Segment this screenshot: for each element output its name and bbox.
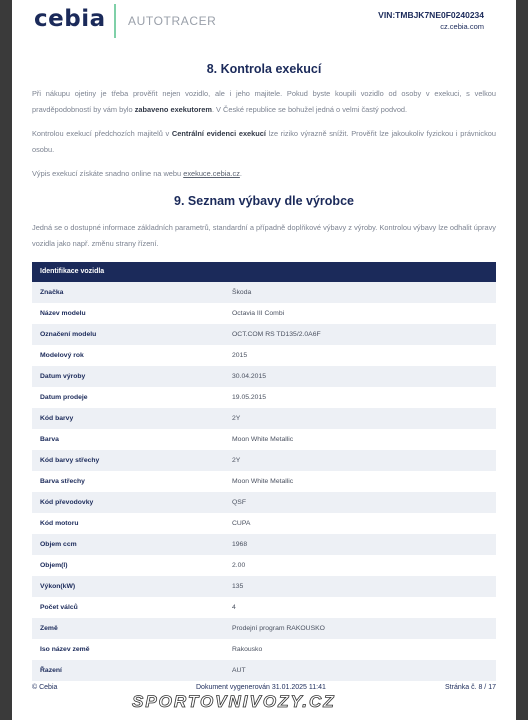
table-row (32, 471, 496, 492)
row-label: Modelový rok (40, 352, 84, 359)
row-value: 135 (232, 583, 244, 590)
row-label: Barva střechy (40, 478, 85, 485)
table-row (32, 303, 496, 324)
row-label: Výkon(kW) (40, 583, 76, 590)
autotracer-logo: AUTOTRACER (128, 14, 217, 28)
table-row (32, 282, 496, 303)
row-label: Kód barvy (40, 415, 74, 422)
row-label: Počet válců (40, 604, 78, 611)
row-value: 2Y (232, 457, 241, 464)
row-label: Kód barvy střechy (40, 457, 100, 464)
table-row (32, 555, 496, 576)
section-8-paragraph-3 (32, 166, 496, 182)
row-label: Název modelu (40, 310, 86, 317)
row-value: Prodejní program RAKOUSKO (232, 625, 325, 632)
site-url: cz.cebia.com (440, 22, 484, 31)
section-8-paragraph-2 (32, 126, 496, 158)
row-label: Objem ccm (40, 541, 77, 548)
watermark: SPORTOVNIVOZY.CZ (132, 692, 336, 711)
row-value: Octavia III Combi (232, 310, 285, 317)
row-value: Škoda (232, 289, 252, 296)
row-label: Iso název země (40, 646, 90, 653)
table-row (32, 408, 496, 429)
footer-generated: Dokument vygenerován 31.01.2025 11:41 (196, 684, 326, 691)
footer-page-number: Stránka č. 8 / 17 (445, 684, 496, 691)
table-row (32, 597, 496, 618)
table-row (32, 324, 496, 345)
row-value: QSF (232, 499, 246, 506)
report-page (12, 0, 516, 720)
text: . V České republice se bohužel jedná o velmi častý podvod. (211, 105, 408, 114)
row-value: 2.00 (232, 562, 246, 569)
exekuce-link[interactable]: exekuce.cebia.cz (183, 169, 240, 178)
bold-text: zabaveno exekutorem (134, 105, 212, 114)
table-row (32, 450, 496, 471)
table-row (32, 345, 496, 366)
row-value: 19.05.2015 (232, 394, 267, 401)
row-label: Značka (40, 289, 64, 296)
row-label: Barva (40, 436, 59, 443)
table-row (32, 660, 496, 681)
table-row (32, 639, 496, 660)
cebia-logo: cebia (34, 6, 106, 32)
vehicle-identification-table (32, 262, 496, 681)
logo-divider (114, 4, 116, 38)
row-label: Země (40, 625, 58, 632)
section-9-title: 9. Seznam výbavy dle výrobce (174, 194, 354, 208)
table-row (32, 534, 496, 555)
row-value: 4 (232, 604, 236, 611)
table-row (32, 618, 496, 639)
section-8-paragraph-1 (32, 86, 496, 118)
table-row (32, 387, 496, 408)
bold-text: Centrální evidenci exekucí (171, 129, 266, 138)
text: Kontrolou exekucí předchozích majitelů v (32, 129, 172, 138)
row-value: Moon White Metallic (232, 478, 294, 485)
row-value: 30.04.2015 (232, 373, 267, 380)
row-value: CUPA (232, 520, 251, 527)
table-row (32, 492, 496, 513)
row-value: OCT.COM RS TD135/2.0A6F (232, 331, 321, 338)
row-label: Datum prodeje (40, 394, 88, 401)
row-value: Moon White Metallic (232, 436, 294, 443)
table-row (32, 429, 496, 450)
footer-copyright: © Cebia (32, 684, 58, 691)
row-value: Rakousko (232, 646, 263, 653)
row-label: Kód motoru (40, 520, 79, 527)
row-value: 2015 (232, 352, 248, 359)
table-row (32, 513, 496, 534)
row-value: AUT (232, 667, 246, 674)
row-label: Označení modelu (40, 331, 97, 338)
table-row (32, 576, 496, 597)
text: Výpis exekucí získáte snadno online na webu (32, 169, 184, 178)
row-label: Datum výroby (40, 373, 86, 380)
text: Při nákupu ojetiny je třeba prověřit nejen vozidlo, ale i jeho majitele. Pokud byste koupili vozidlo od osoby v exekuci, s velkou pravděpodobností by vám bylo (32, 89, 496, 114)
row-value: 1968 (232, 541, 248, 548)
text: lze riziko výrazně snížit. Prověřit lze jakoukoliv fyzickou i právnickou osobu. (32, 129, 496, 154)
row-label: Řazení (40, 667, 62, 674)
section-9-paragraph: Jedná se o dostupné informace základních parametrů, standardní a případně doplňkové výbavy z výroby. Kontrolou výbavy lze odhalit úpravy vozidla jako např. změnu strany řízení. (32, 223, 496, 248)
row-label: Kód převodovky (40, 499, 94, 506)
table-header: Identifikace vozidla (32, 262, 496, 282)
page-header (12, 0, 516, 44)
text: . (239, 169, 242, 178)
vin-number: VIN:TMBJK7NE0F0240234 (378, 10, 484, 20)
table-row (32, 366, 496, 387)
row-value: 2Y (232, 415, 241, 422)
row-label: Objem(l) (40, 562, 68, 569)
section-8-title: 8. Kontrola exekucí (206, 62, 322, 76)
